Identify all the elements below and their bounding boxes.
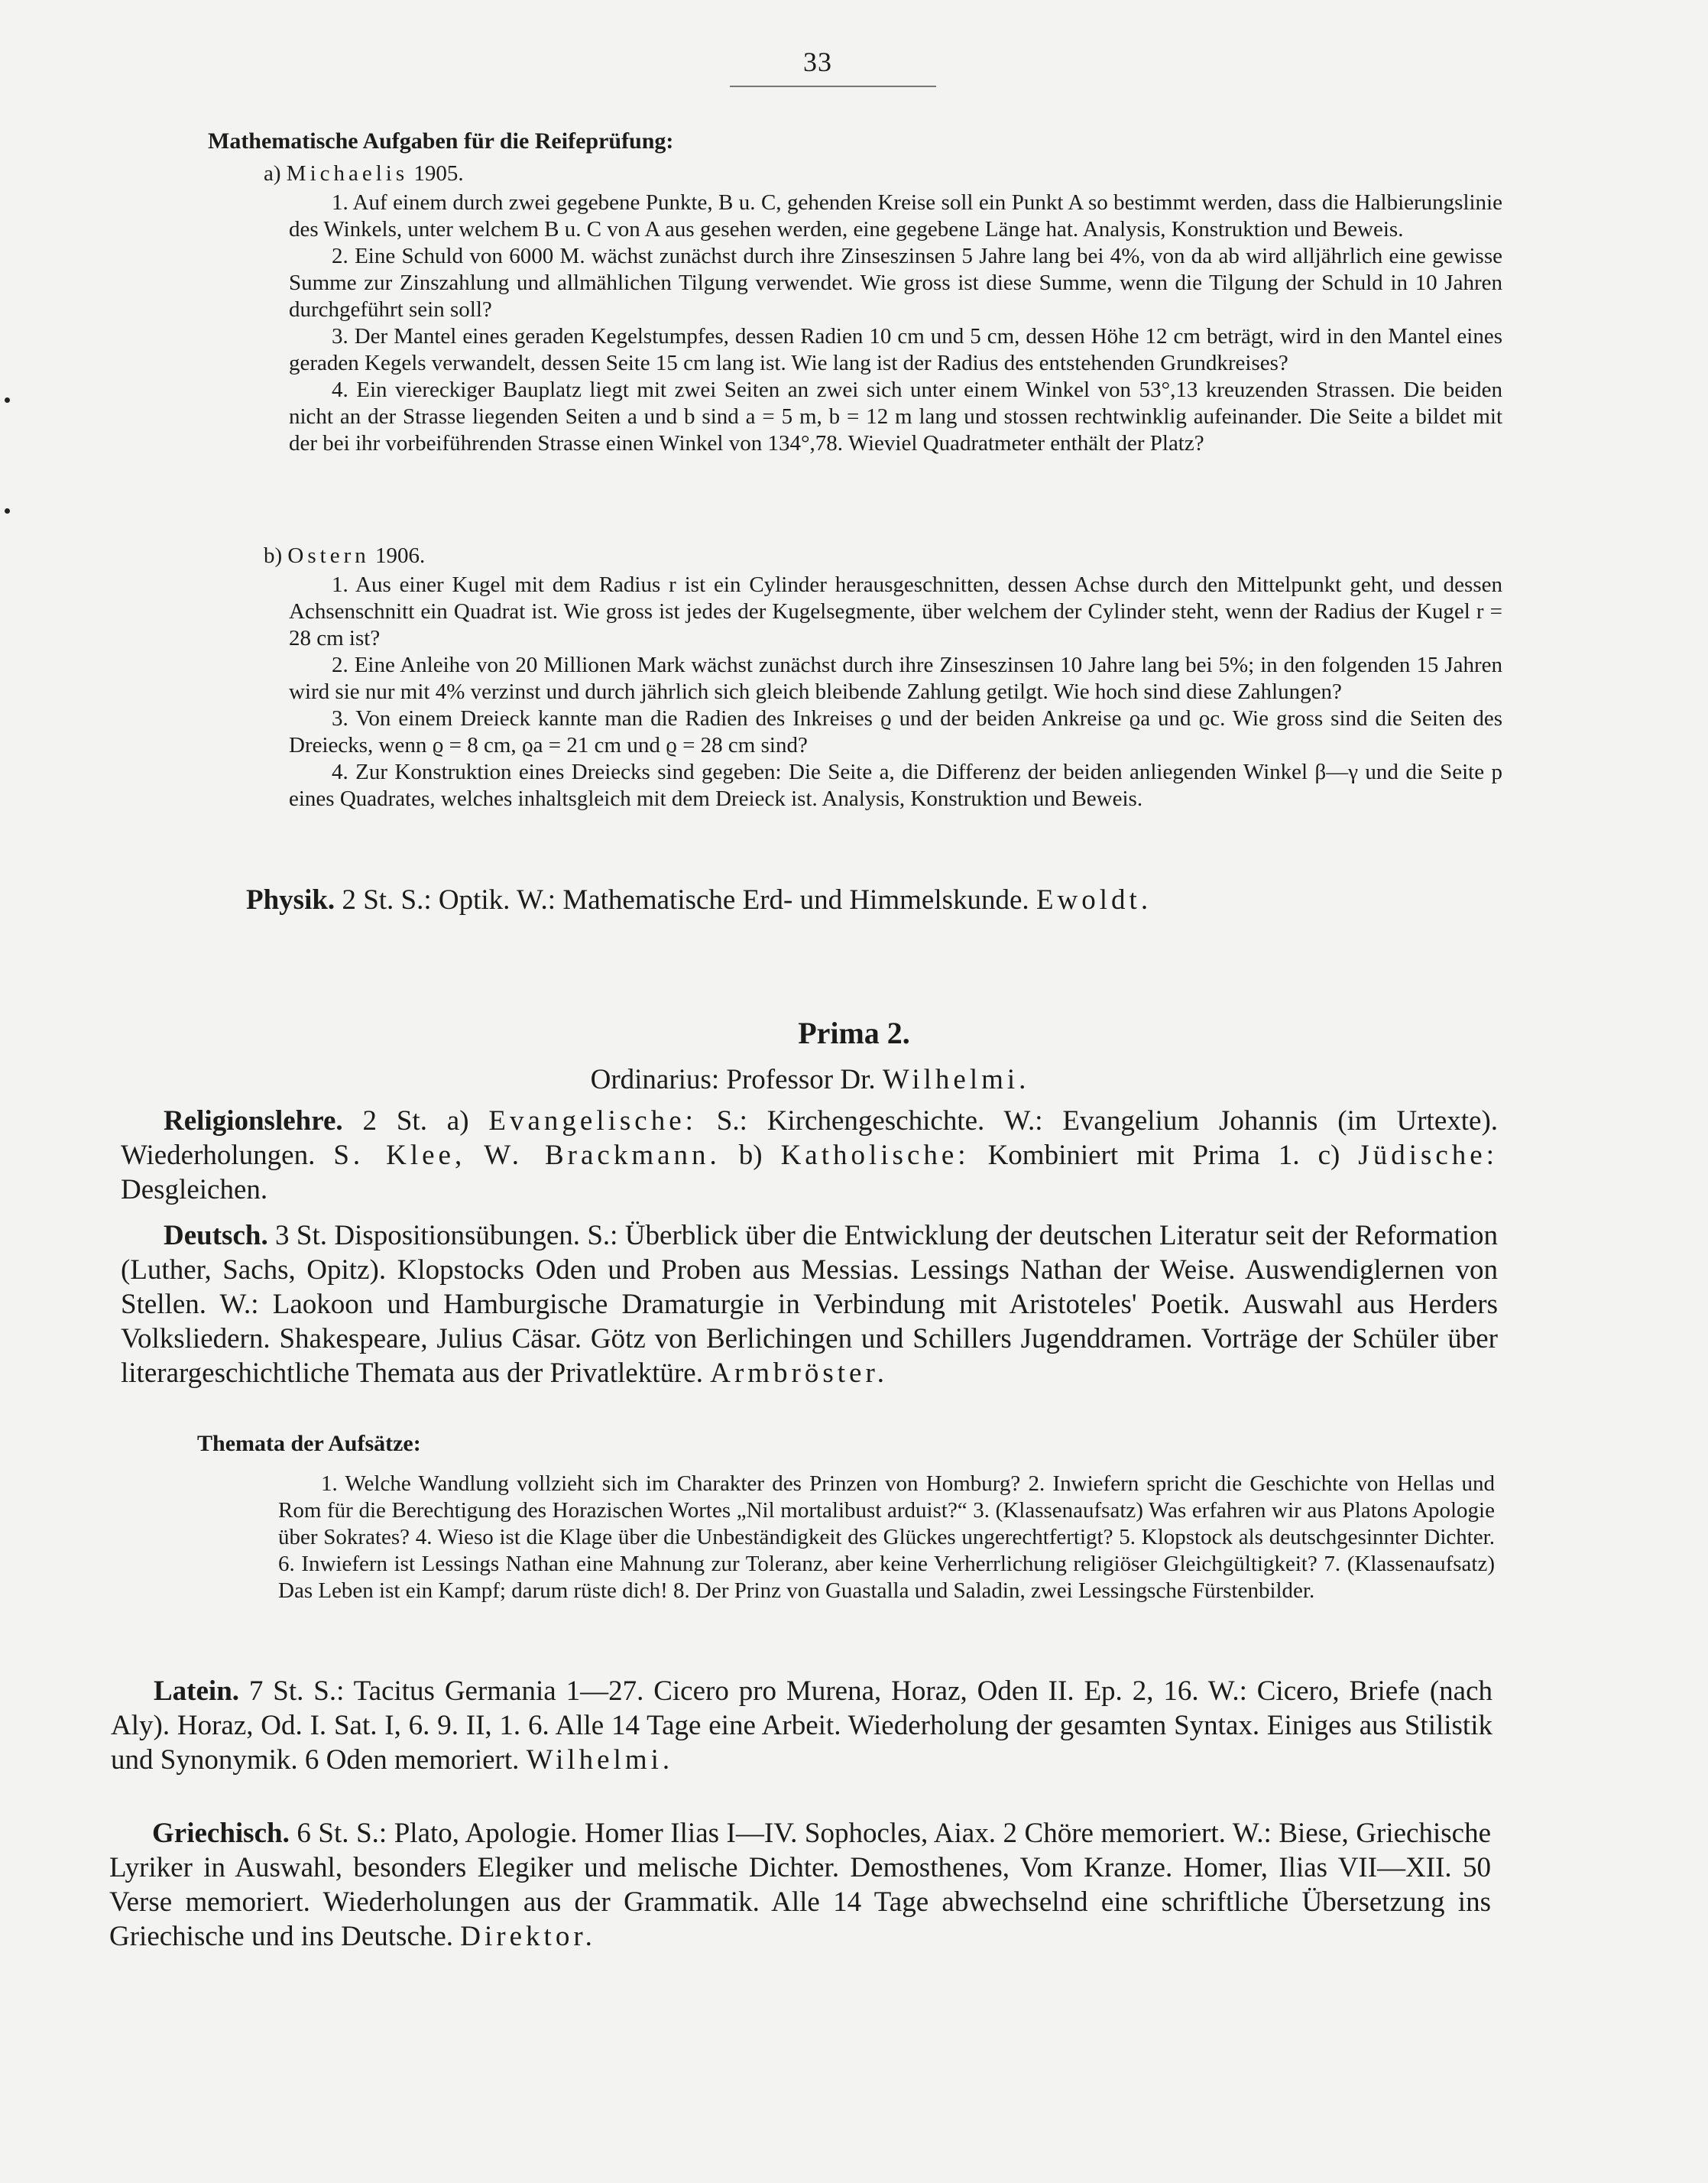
griechisch-teacher: Direktor.: [460, 1921, 596, 1952]
physik-paragraph: [246, 883, 1505, 917]
ostern-name: Ostern: [287, 543, 370, 568]
latein-paragraph: [111, 1674, 1492, 1777]
math-task: 2. Eine Schuld von 6000 M. wächst zunächst durch ihre Zinseszinsen 5 Jahre lang bei 4%, von da ab wird alljährlich eine gewisse Summe zur Zinszahlung und allmählichen Tilgung verwendet. Wie gross ist diese Summe, wenn die Tilgung der Schuld in 10 Jahren durchgeführt sein soll?: [289, 244, 1502, 322]
deutsch-teacher: Armbröster.: [710, 1357, 888, 1389]
ordinarius-label: Ordinarius: Professor Dr.: [590, 1064, 876, 1095]
math-task: 2. Eine Anleihe von 20 Millionen Mark wächst zunächst durch ihre Zinseszinsen 10 Jahre lang bei 5%; in den folgenden 15 Jahren wird sie nur mit 4% verzinst und durch jährlich sich gleich bleibende Zahlung getilgt. Wie hoch sind diese Zahlungen?: [289, 653, 1502, 704]
religion-paragraph: [121, 1104, 1498, 1207]
page-number: 33: [803, 47, 832, 77]
header-rule: [730, 86, 936, 87]
physik-label: Physik.: [246, 884, 335, 916]
religion-label: Religionslehre.: [164, 1105, 343, 1137]
math-task: 1. Aus einer Kugel mit dem Radius r ist ein Cylinder herausgeschnitten, dessen Achse durch den Mittelpunkt geht, und dessen Achsenschnitt ein Quadrat ist. Wie gross ist jedes der Kugelsegmente, über welchem der Cylinder steht, wenn der Radius der Kugel r = 28 cm ist?: [289, 573, 1502, 650]
michaelis-label: a): [264, 161, 281, 186]
deutsch-paragraph: [121, 1218, 1498, 1390]
margin-dot: [5, 397, 10, 403]
religion-teacher-2: W. Brackmann.: [484, 1140, 721, 1171]
religion-teacher-1: S. Klee,: [333, 1140, 466, 1171]
ordinarius-name: Wilhelmi.: [882, 1064, 1030, 1095]
math-task: 4. Zur Konstruktion eines Dreiecks sind gegeben: Die Seite a, die Differenz der beiden anliegenden Winkel β—γ und die Seite p eines Quadrates, welches inhaltsgleich mit dem Dreieck ist. Analysis, Konstruktion und Beweis.: [289, 760, 1502, 811]
griechisch-label: Griechisch.: [152, 1818, 290, 1849]
ostern-heading: [264, 543, 799, 569]
religion-text-e: Desgleichen.: [121, 1174, 268, 1205]
michaelis-name: Michaelis: [286, 161, 409, 186]
religion-jued-label: Jüdische:: [1358, 1140, 1498, 1171]
section-title: Prima 2.: [798, 1016, 910, 1050]
griechisch-text: 6 St. S.: Plato, Apologie. Homer Ilias I—IV. Sophocles, Aiax. 2 Chöre memoriert. W.: Biese, Griechische Lyriker in Auswahl, besonders Elegiker und melische Dichter. Demosthenes, Vom Kranze. Homer, Ilias VII—XII. 50 Verse memoriert. Wiederholungen aus der Grammatik. Alle 14 Tage abwechselnd eine schriftliche Übersetzung ins Griechische und ins Deutsche.: [109, 1818, 1492, 1952]
math-task: 1. Auf einem durch zwei gegebene Punkte, B u. C, gehenden Kreise soll ein Punkt A so bestimmt werden, dass die Halbierungslinie des Winkels, unter welchem B u. C von A aus gesehen werden, eine gegebene Länge hat. Analysis, Konstruktion und Beweis.: [289, 190, 1502, 242]
ostern-year: 1906.: [375, 543, 426, 568]
griechisch-paragraph: [109, 1816, 1491, 1954]
religion-text-d: Kombiniert mit Prima 1. c): [987, 1140, 1340, 1171]
math-task: 3. Von einem Dreieck kannte man die Radien des Inkreises ϱ und der beiden Ankreise ϱa und ϱc. Wie gross sind die Seiten des Dreiecks, wenn ϱ = 8 cm, ϱa = 21 cm und ϱ = 28 cm sind?: [289, 706, 1502, 757]
religion-text-b: S.: Kirchengeschichte. W.: Evangelium Johannis (im Urtexte). Wiederholungen.: [121, 1105, 1499, 1171]
latein-teacher: Wilhelmi.: [526, 1744, 674, 1776]
latein-text: 7 St. S.: Tacitus Germania 1—27. Cicero pro Murena, Horaz, Oden II. Ep. 2, 16. W.: Cicero, Briefe (nach Aly). Horaz, Od. I. Sat. I, 6. 9. II, 1. 6. Alle 14 Tage eine Arbeit. Wiederholung der gesamten Syntax. Einiges aus Stilistik und Synonymik. 6 Oden memoriert.: [111, 1675, 1492, 1776]
religion-ev-label: Evangelische:: [488, 1105, 697, 1137]
math-task: 4. Ein viereckiger Bauplatz liegt mit zwei Seiten an zwei sich unter einem Winkel von 53°,13 kreuzenden Strassen. Die beiden nicht an der Strasse liegenden Seiten a und b sind a = 5 m, b = 12 m lang und stossen rechtwinklig aufeinander. Die Seite a bildet mit der bei ihr vorbeiführenden Strasse einen Winkel von 134°,78. Wieviel Quadratmeter enthält der Platz?: [289, 378, 1502, 456]
physik-text: 2 St. S.: Optik. W.: Mathematische Erd- und Himmelskunde.: [342, 884, 1029, 916]
deutsch-text: 3 St. Dispositionsübungen. S.: Überblick über die Entwicklung der deutschen Literatur seit der Reformation (Luther, Sachs, Opitz). Klopstocks Oden und Proben aus Messias. Lessings Nathan der Weise. Auswendiglernen von Stellen. W.: Laokoon und Hamburgische Dramaturgie in Verbindung mit Aristoteles' Poetik. Auswahl aus Herders Volksliedern. Shakespeare, Julius Cäsar. Götz von Berlichingen und Schillers Jugenddramen. Vorträge der Schüler über literargeschichtliche Themata aus der Privatlektüre.: [121, 1220, 1499, 1389]
religion-kath-label: Katholische:: [780, 1140, 970, 1171]
religion-text-c: b): [738, 1140, 763, 1171]
deutsch-label: Deutsch.: [164, 1220, 268, 1251]
religion-text-a: 2 St. a): [362, 1105, 469, 1137]
ostern-label: b): [264, 543, 283, 568]
themata-list: 1. Welche Wandlung vollzieht sich im Charakter des Prinzen von Homburg? 2. Inwiefern spricht die Geschichte von Hellas und Rom für die Berechtigung des Horazischen Wortes „Nil mortalibust arduist?“ 3. (Klassenaufsatz) Was erfahren wir aus Platons Apologie über Sokrates? 4. Wieso ist die Klage über die Unbeständigkeit des Glückes ungerechtfertigt? 5. Klopstock als deutschgesinnter Dichter. 6. Inwiefern ist Lessings Nathan eine Mahnung zur Toleranz, aber keine Verherrlichung religiöser Gleichgültigkeit? 7. (Klassenaufsatz) Das Leben ist ein Kampf; darum rüste dich! 8. Der Prinz von Guastalla und Saladin, zwei Lessingsche Fürstenbilder.: [278, 1471, 1495, 1603]
michaelis-task-list: [289, 190, 1502, 457]
ordinarius-line: [0, 1062, 1620, 1097]
latein-label: Latein.: [154, 1675, 240, 1707]
michaelis-heading: [264, 161, 799, 187]
ostern-task-list: [289, 572, 1502, 813]
margin-dot: [5, 508, 10, 514]
michaelis-year: 1905.: [413, 161, 464, 186]
math-heading: Mathematische Aufgaben für die Reifeprüfung:: [208, 128, 674, 154]
physik-teacher: Ewoldt.: [1035, 884, 1152, 916]
themata-heading: Themata der Aufsätze:: [197, 1431, 421, 1456]
math-task: 3. Der Mantel eines geraden Kegelstumpfes, dessen Radien 10 cm und 5 cm, dessen Höhe 12 cm beträgt, wird in den Mantel eines geraden Kegels verwandelt, dessen Seite 15 cm lang ist. Wie lang ist der Radius des entstehenden Grundkreises?: [289, 324, 1502, 375]
